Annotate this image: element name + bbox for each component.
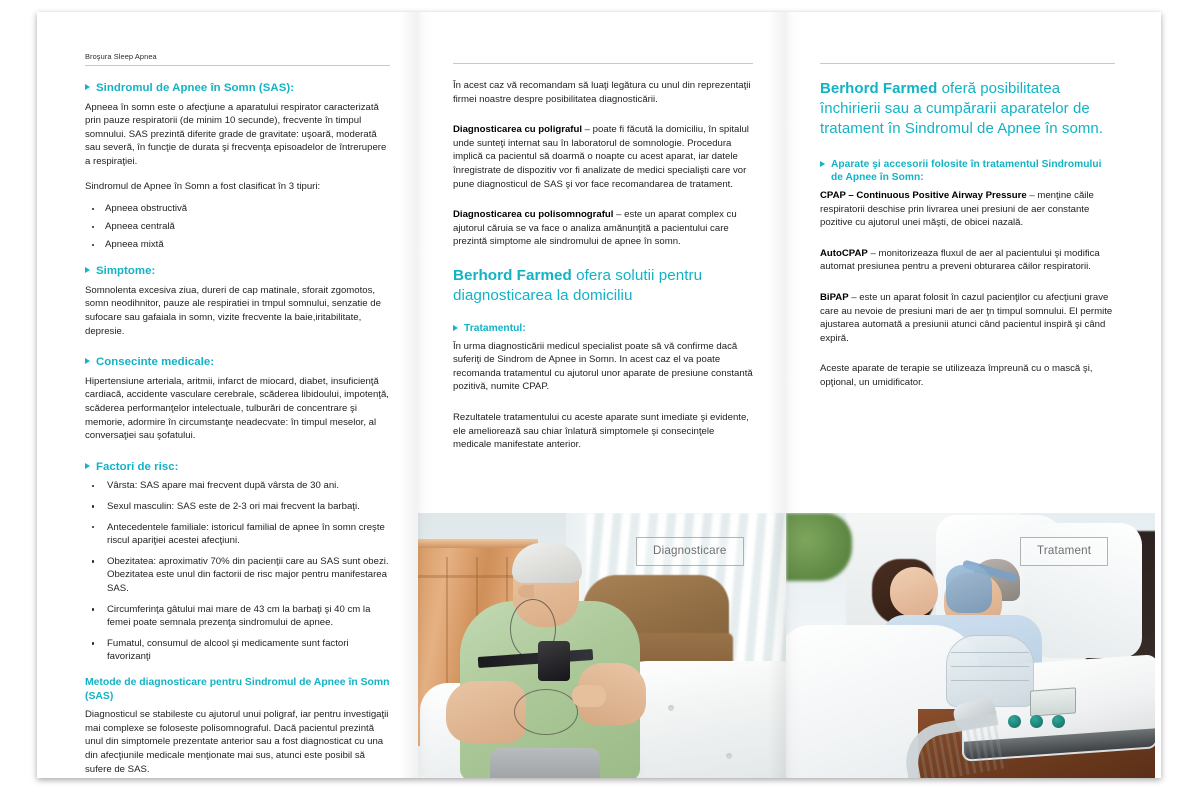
term-autocpap: AutoCPAP xyxy=(820,247,868,259)
brand-heading-diagnosticare xyxy=(453,266,753,306)
term-autocpap-text: – monitorizeaza fluxul de aer al pacientului şi modifica automat presiunea pentru a preveni obturarea căilor respiratorii. xyxy=(820,247,1100,273)
triangle-bullet-icon xyxy=(85,463,90,469)
paragraph-polisomnograf xyxy=(453,208,753,249)
patient-hair-shape xyxy=(512,543,582,583)
paragraph-contact-intro: În acest caz vă recomandam să luaţi legătura cu unul din reprezentaţii firmei noastre despre posibilitatea diagnosticării. xyxy=(453,80,751,105)
headboard-top-shape xyxy=(418,539,538,548)
cpap-button-shape xyxy=(1052,715,1065,728)
paragraph-metode: Diagnosticul se stabileste cu ajutorul unui poligraf, iar pentru investigaţii mai complexe se foloseste polisomnograful. Dacă pacientul prezintă unul din simptomele prezentate anterior sau a fost diagnosticat cu una din afecţiunile medicale menţionate mai sus, atunci este posibil să sufere de SAS. xyxy=(85,709,389,775)
cpap-button-shape xyxy=(1008,715,1021,728)
cpap-display-shape xyxy=(1030,687,1076,716)
column-one xyxy=(85,52,390,787)
list-item: Fumatul, consumul de alcool şi medicamente sunt factori favorizanţi xyxy=(85,637,390,664)
plant-shape xyxy=(786,513,852,581)
triangle-bullet-icon xyxy=(85,267,90,273)
heading-sindromul-sas: Sindromul de Apnee în Somn (SAS): xyxy=(85,81,390,96)
column-one-rule xyxy=(85,65,390,66)
list-item: Obezitatea: aproximativ 70% din pacienţii care au SAS sunt obezi. Obezitatea este unul din factorii de risc major pentru manifestarea SAS. xyxy=(85,555,390,596)
paragraph-poligraf xyxy=(453,123,753,191)
list-item: Apneea mixtă xyxy=(85,238,390,252)
term-cpap-text: – menţine căile respiratorii deschise prin livrarea unei presiuni de aer constante pozitive cu ajutorul unei măşti, de obicei nazală. xyxy=(820,189,1094,229)
list-item: Antecedentele familiale: istoricul familial de apnee în somn creşte riscul apariţiei acestei afecţiuni. xyxy=(85,521,390,548)
list-item: Vârsta: SAS apare mai frecvent după vârsta de 30 ani. xyxy=(85,479,390,493)
column-two xyxy=(453,52,753,463)
photo-diagnosticare xyxy=(418,513,787,778)
humidifier-ring-shape xyxy=(951,680,1029,681)
paragraph-rezultate: Rezultatele tratamentului cu aceste aparate sunt imediate şi evidente, ele ameliorează sau chiar înlatură simptomele şi consecinţele medicale manifestate anterior. xyxy=(453,412,749,451)
column-two-kicker-spacer xyxy=(453,52,753,63)
woman-face-shape xyxy=(890,567,938,617)
polygraph-recorder-shape xyxy=(538,641,570,681)
term-poligraf-text: – poate fi făcută la domiciliu, în spitalul unde sunteţi internat sau în laboratorul de somnologie. Procedura implică ca pacientul să doarmă o noapte cu acest aparat, iar datele înregistrate de dispozitiv vor fi analizate de medici specialişti care vor pune diagnosticul de SAS şi vor face recomandarea de tratament. xyxy=(453,124,749,190)
column-three-kicker-spacer xyxy=(820,52,1115,63)
patient-hand-shape xyxy=(572,685,606,707)
heading-metode-diagnosticare: Metode de diagnosticare pentru Sindromul de Apnee în Somn (SAS) xyxy=(85,677,390,702)
column-three xyxy=(820,52,1115,401)
list-apnea-types xyxy=(85,202,390,252)
list-item: Sexul masculin: SAS este de 2-3 ori mai frecvent la barbaţi. xyxy=(85,500,390,514)
cpap-mask-shape xyxy=(946,565,992,613)
list-item: Circumferinţa gâtului mai mare de 43 cm la barbaţi şi 40 cm la femei poate semnala prezenţa sindromului de apnee. xyxy=(85,603,390,630)
heading-simptome: Simptome: xyxy=(85,264,390,279)
sensor-cable-shape xyxy=(514,689,578,735)
triangle-bullet-icon xyxy=(85,84,90,90)
paragraph-types-intro: Sindromul de Apnee în Somn a fost clasificat în 3 tipuri: xyxy=(85,180,321,192)
triangle-bullet-icon xyxy=(85,358,90,364)
paragraph-simptome: Somnolenta excesiva ziua, dureri de cap matinale, sforait zgomotos, somn neodihnitor, pauze ale respiratiei in tmpul somnului, senzatie de sufocare sau gafaiala in somn, vizite frecvente la baie,iritabilitate, depresie. xyxy=(85,284,381,337)
paragraph-bipap xyxy=(820,291,1115,345)
column-two-rule xyxy=(453,63,753,64)
document-kicker: Broşura Sleep Apnea xyxy=(85,52,157,61)
duvet-button-shape xyxy=(668,705,674,711)
humidifier-ring-shape xyxy=(951,652,1029,653)
humidifier-chamber-shape xyxy=(946,635,1034,707)
brand-name: Berhord Farmed xyxy=(453,267,572,285)
photo-caption-diagnosticare: Diagnosticare xyxy=(636,537,744,566)
list-item: Apneea centrală xyxy=(85,220,390,234)
list-risk-factors xyxy=(85,479,390,664)
term-poligraf: Diagnosticarea cu poligraful xyxy=(453,124,583,136)
list-item: Apneea obstructivă xyxy=(85,202,390,216)
term-polisomnograf: Diagnosticarea cu polisomnograful xyxy=(453,209,614,221)
patient-nose-shape xyxy=(518,585,534,598)
photo-caption-tratament: Tratament xyxy=(1020,537,1108,566)
humidifier-ring-shape xyxy=(951,666,1029,667)
term-cpap: CPAP – Continuous Positive Airway Pressure xyxy=(820,189,1027,201)
paragraph-tratament: În urma diagnosticării medicul specialist poate să vă confirme dacă suferiţi de Sindrom de Apnee in Somn. In acest caz el va poate recomanda tratamentul cu ajutorul unor aparate de presiune constantă pozitivă, numite CPAP. xyxy=(453,340,753,393)
paragraph-consecinte: Hipertensiune arteriala, aritmii, infarct de miocard, diabet, insuficienţă cardiacă, accidente vasculare cerebrale, scăderea libidoului, impotenţă, scăderea performanţelor intelectuale, tulburări de concentrare şi memorie, adormire în circumstanţe neadecvate: în timpul meselor, al conversaţiei sau şofatului. xyxy=(85,375,389,442)
patient-legs-shape xyxy=(490,748,600,778)
paragraph-masca-umidificator: Aceste aparate de terapie se utilizeaza împreună cu o mască şi, opţional, un umidificator. xyxy=(820,363,1093,388)
photo-tratament xyxy=(786,513,1155,778)
heading-consecinte-medicale: Consecinte medicale: xyxy=(85,355,390,370)
term-polisomnograf-text: – este un aparat complex cu ajutorul căruia se va face o analiza amănunţită a pacientului care prezintă simptome ale sindromului de apnee în somn. xyxy=(453,209,737,248)
triangle-bullet-icon xyxy=(453,325,458,331)
paragraph-sas-definition: Apneea în somn este o afecţiune a aparatului respirator caracterizată prin pauze respiratorii (de minim 10 secunde), frecvente în timpul somnului. SAS prezintă diferite grade de gravitate: uşoară, moderată sau severă, în funcţie de durata şi frecvenţa episoadelor de întrerupere a respiraţiei. xyxy=(85,101,387,168)
term-bipap: BiPAP xyxy=(820,291,849,303)
term-bipap-text: – este un aparat folosit în cazul pacienţilor cu afecţiuni grave care au nevoie de presiuni mari de aer ţn timpul somnului. El permite ajustarea automată a presiunii atunci când pacientul inspiră şi când expiră. xyxy=(820,291,1113,344)
brand-name: Berhord Farmed xyxy=(820,80,938,97)
paragraph-cpap xyxy=(820,189,1115,230)
brand-heading-inchiriere xyxy=(820,79,1115,139)
heading-tratamentul: Tratamentul: xyxy=(453,322,753,335)
column-three-rule xyxy=(820,63,1115,64)
duvet-button-shape xyxy=(726,753,732,759)
brand-tagline: ofera solutii pentru diagnosticarea la domiciliu xyxy=(453,267,703,305)
triangle-bullet-icon xyxy=(820,161,825,167)
heading-factori-de-risc: Factori de risc: xyxy=(85,460,390,475)
cpap-button-shape xyxy=(1030,715,1043,728)
brand-tagline: oferă posibilitatea închirierii sau a cumpărarii aparatelor de tratament în Sindromul de Apnee în somn. xyxy=(820,80,1103,137)
paragraph-autocpap xyxy=(820,247,1115,274)
heading-aparate-accesorii: Aparate şi accesorii folosite în tratamentul Sindromului de Apnee în Somn: xyxy=(820,158,1115,184)
